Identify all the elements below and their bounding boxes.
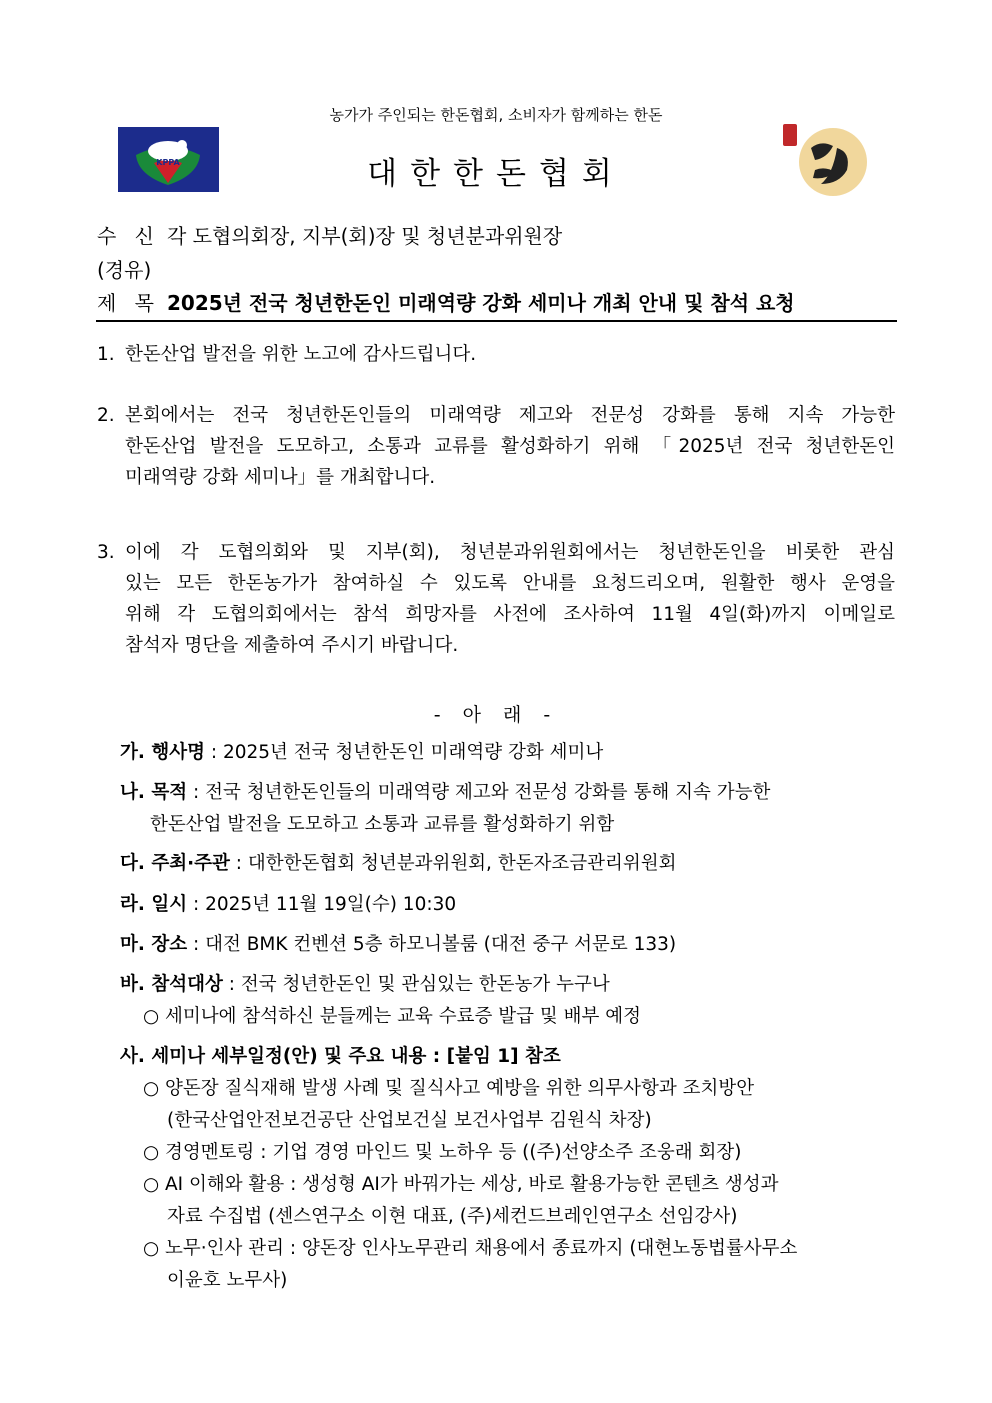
- paragraph-1: 1. 한돈산업 발전을 위한 노고에 감사드립니다.: [97, 344, 477, 365]
- detail-organizer: 다. 주최·주관 : 대한한돈협회 청년분과위원회, 한돈자조금관리위원회: [120, 853, 677, 874]
- schedule-item: ○ AI 이해와 활용 : 생성형 AI가 바꿔가는 세상, 바로 활용가능한 콘텐츠 생성과 자료 수집법 (센스연구소 이현 대표, (주)세컨드브레인연구소 선임강사): [143, 1174, 779, 1227]
- detail-purpose: 나. 목적 : 전국 청년한돈인들의 미래역량 제고와 전문성 강화를 통해 지속 가능한 한돈산업 발전을 도모하고 소통과 교류를 활성화하기 위함: [120, 782, 771, 835]
- detail-event-name: 가. 행사명 : 2025년 전국 청년한돈인 미래역량 강화 세미나: [120, 742, 604, 763]
- paragraph-2: 2. 본회에서는 전국 청년한돈인들의 미래역량 제고와 전문성 강화를 통해 지속 가능한 한돈산업 발전을 도모하고, 소통과 교류를 활성화하기 위해 「2025년 전국 청년한돈인 미래역량 강화 세미나」를 개최합니다.: [97, 405, 895, 488]
- header-divider: [96, 320, 897, 322]
- recipient-label: 수 신: [97, 224, 160, 248]
- subject-line: [97, 287, 795, 316]
- schedule-item: ○ 경영멘토링 : 기업 경영 마인드 및 노하우 등 ((주)선양소주 조웅래 회장): [143, 1142, 742, 1163]
- detail-venue: 마. 장소 : 대전 BMK 컨벤션 5층 하모니볼룸 (대전 중구 서문로 133): [120, 934, 677, 955]
- target-bullet: ○ 세미나에 참석하신 분들께는 교육 수료증 발급 및 배부 예정: [143, 1006, 641, 1027]
- paragraph-3: 3. 이에 각 도협의회와 및 지부(회), 청년분과위원회에서는 청년한돈인을 비롯한 관심 있는 모든 한돈농가가 참여하실 수 있도록 안내를 요청드리오며, 원활한 행사 운영을 위해 각 도협의회에서는 참석 희망자를 사전에 조사하여 11월 4일(화)까지 이메일로 참석자 명단을 제출하여 주시기 바랍니다.: [97, 542, 895, 656]
- via-label: (경유): [97, 258, 152, 282]
- recipient-line: [97, 220, 562, 249]
- via-line: [97, 254, 151, 283]
- subject-label: 제 목: [97, 291, 160, 315]
- recipient-value: 각 도협의회장, 지부(회)장 및 청년분과위원장: [167, 224, 563, 248]
- organization-title: 대한한돈협회: [367, 156, 625, 192]
- detail-datetime: 라. 일시 : 2025년 11월 19일(수) 10:30: [120, 894, 457, 915]
- detail-schedule: 사. 세미나 세부일정(안) 및 주요 내용 : [붙임 1] 참조: [120, 1046, 561, 1067]
- schedule-item: ○ 양돈장 질식재해 발생 사례 및 질식사고 예방을 위한 의무사항과 조치방안 (한국산업안전보건공단 산업보건실 보건사업부 김원식 차장): [143, 1078, 755, 1131]
- schedule-item: ○ 노무·인사 관리 : 양돈장 인사노무관리 채용에서 종료까지 (대현노동법률사무소 이윤호 노무사): [143, 1238, 798, 1291]
- subject-value: 2025년 전국 청년한돈인 미래역량 강화 세미나 개최 안내 및 참석 요청: [167, 291, 795, 315]
- handon-brand-logo: [781, 118, 871, 200]
- slogan: 농가가 주인되는 한돈협회, 소비자가 함께하는 한돈: [329, 106, 663, 124]
- detail-target: 바. 참석대상 : 전국 청년한돈인 및 관심있는 한돈농가 누구나: [120, 974, 610, 995]
- svg-text:KPPA: KPPA: [156, 158, 180, 167]
- section-heading: - 아 래 -: [433, 704, 559, 726]
